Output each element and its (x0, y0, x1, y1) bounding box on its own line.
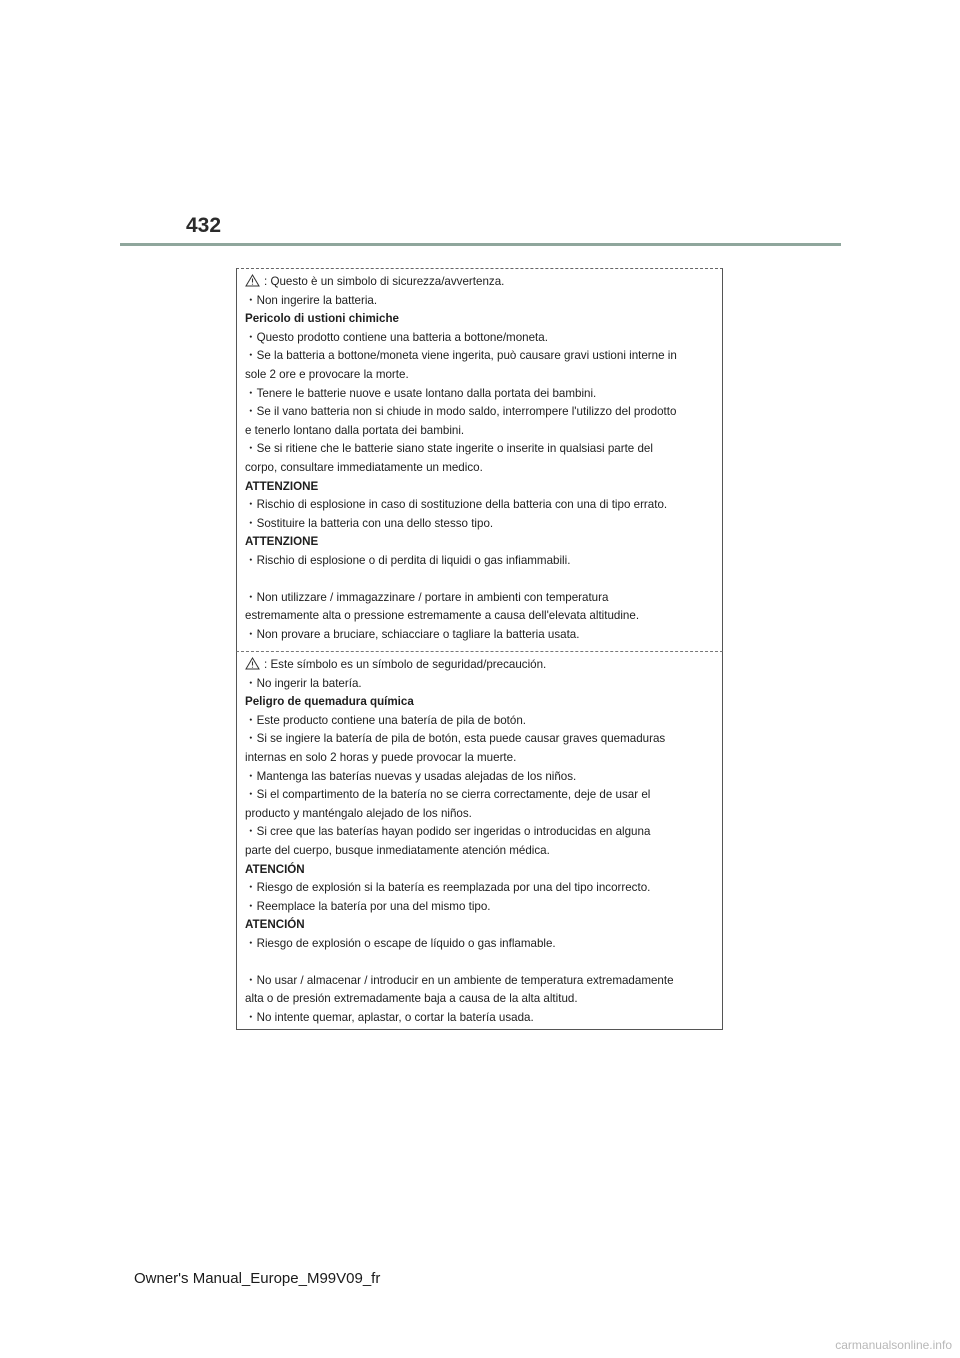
spanish-warning-box (236, 651, 723, 1030)
italian-text-line (245, 385, 716, 404)
watermark: carmanualsonline.info (835, 1338, 952, 1352)
spanish-text-line (245, 842, 716, 861)
spanish-heading (245, 916, 716, 935)
spanish-line-text: ・No ingerir la batería. (245, 676, 362, 690)
spanish-spacer (245, 954, 716, 972)
spanish-text-line (245, 1009, 716, 1028)
spanish-line-text: ATENCIÓN (245, 918, 305, 932)
spanish-text-line (245, 972, 716, 991)
spanish-text-line (245, 656, 716, 675)
spanish-line-text: ・No intente quemar, aplastar, o cortar la batería usada. (245, 1010, 534, 1024)
italian-text-line (245, 459, 716, 478)
header-divider (120, 243, 841, 246)
italian-line-text: ・Rischio di esplosione in caso di sostituzione della batteria con una di tipo errato. (245, 498, 668, 512)
spanish-text-line (245, 749, 716, 768)
italian-warning-box (236, 268, 723, 651)
italian-line-text: ・Sostituire la batteria con una dello stesso tipo. (245, 516, 494, 530)
spanish-line-text: producto y manténgalo alejado de los niños. (245, 806, 472, 820)
spanish-line-text: internas en solo 2 horas y puede provocar la muerte. (245, 750, 517, 764)
italian-text-line (245, 422, 716, 441)
spanish-line-text: ・Mantenga las baterías nuevas y usadas alejadas de los niños. (245, 769, 577, 783)
italian-text-line (245, 347, 716, 366)
italian-text-line (245, 273, 716, 292)
spanish-line-text: ・Si se ingiere la batería de pila de botón, esta puede causar graves quemaduras (245, 732, 666, 746)
spanish-line-text: ・Si el compartimento de la batería no se cierra correctamente, deje de usar el (245, 788, 651, 802)
italian-text-line (245, 496, 716, 515)
italian-heading (245, 478, 716, 497)
italian-text-line (245, 589, 716, 608)
italian-line-text: ・Non provare a bruciare, schiacciare o tagliare la batteria usata. (245, 627, 580, 641)
spanish-text-line (245, 935, 716, 954)
page-number: 432 (186, 214, 222, 237)
spanish-line-text: : Este símbolo es un símbolo de seguridad/precaución. (264, 658, 547, 671)
italian-text-line (245, 403, 716, 422)
spanish-line-text: alta o de presión extremadamente baja a causa de la alta altitud. (245, 992, 578, 1006)
italian-line-text: Pericolo di ustioni chimiche (245, 312, 399, 326)
italian-text-line (245, 552, 716, 571)
spanish-text-line (245, 879, 716, 898)
italian-line-text: corpo, consultare immediatamente un medico. (245, 460, 483, 474)
italian-text-line (245, 607, 716, 626)
italian-text-line (245, 329, 716, 348)
spanish-line-text: parte del cuerpo, busque inmediatamente atención médica. (245, 843, 550, 857)
italian-line-text: : Questo è un simbolo di sicurezza/avvertenza. (264, 275, 505, 288)
spanish-text-line (245, 823, 716, 842)
spanish-line-text: ATENCIÓN (245, 862, 305, 876)
italian-line-text: ・Questo prodotto contiene una batteria a bottone/moneta. (245, 330, 548, 344)
spanish-text-line (245, 768, 716, 787)
spanish-text-line (245, 786, 716, 805)
italian-line-text: e tenerlo lontano dalla portata dei bambini. (245, 423, 465, 437)
warning-triangle-icon (245, 274, 260, 287)
spanish-line-text: ・Riesgo de explosión o escape de líquido o gas inflamable. (245, 936, 556, 950)
italian-line-text: ・Non utilizzare / immagazzinare / portare in ambienti con temperatura (245, 590, 609, 604)
spanish-text-line (245, 730, 716, 749)
spanish-line-text: ・Reemplace la batería por una del mismo tipo. (245, 899, 491, 913)
italian-line-text: ・Se il vano batteria non si chiude in modo saldo, interrompere l'utilizzo del prodotto (245, 405, 677, 419)
spanish-line-text: ・No usar / almacenar / introducir en un ambiente de temperatura extremadamente (245, 973, 674, 987)
spanish-line-text: ・Si cree que las baterías hayan podido ser ingeridas o introducidas en alguna (245, 825, 651, 839)
italian-text-line (245, 292, 716, 311)
italian-line-text: ・Se la batteria a bottone/moneta viene ingerita, può causare gravi ustioni interne in (245, 349, 677, 363)
italian-heading (245, 533, 716, 552)
italian-line-text: ATTENZIONE (245, 535, 319, 549)
italian-line-text: ・Rischio di esplosione o di perdita di liquidi o gas infiammabili. (245, 553, 571, 567)
italian-text-line (245, 515, 716, 534)
italian-line-text: ・Non ingerire la batteria. (245, 293, 378, 307)
spanish-text-line (245, 675, 716, 694)
spanish-heading (245, 861, 716, 880)
warning-triangle-icon (245, 657, 260, 670)
italian-line-text: ・Se si ritiene che le batterie siano state ingerite o inserite in qualsiasi parte del (245, 442, 653, 456)
italian-line-text: ・Tenere le batterie nuove e usate lontano dalla portata dei bambini. (245, 386, 597, 400)
italian-line-text: sole 2 ore e provocare la morte. (245, 367, 409, 381)
italian-line-text: ATTENZIONE (245, 479, 319, 493)
italian-line-text: estremamente alta o pressione estremamente a causa dell'elevata altitudine. (245, 609, 640, 623)
spanish-line-text: ・Este producto contiene una batería de pila de botón. (245, 713, 527, 727)
italian-heading (245, 310, 716, 329)
italian-text-line (245, 440, 716, 459)
spanish-text-line (245, 898, 716, 917)
spanish-heading (245, 693, 716, 712)
footer-manual-id: Owner's Manual_Europe_M99V09_fr (134, 1270, 381, 1287)
italian-spacer (245, 571, 716, 589)
italian-text-line (245, 366, 716, 385)
spanish-text-line (245, 990, 716, 1009)
spanish-text-line (245, 712, 716, 731)
italian-text-line (245, 626, 716, 645)
spanish-line-text: ・Riesgo de explosión si la batería es reemplazada por una del tipo incorrecto. (245, 881, 651, 895)
spanish-line-text: Peligro de quemadura química (245, 695, 414, 709)
spanish-text-line (245, 805, 716, 824)
